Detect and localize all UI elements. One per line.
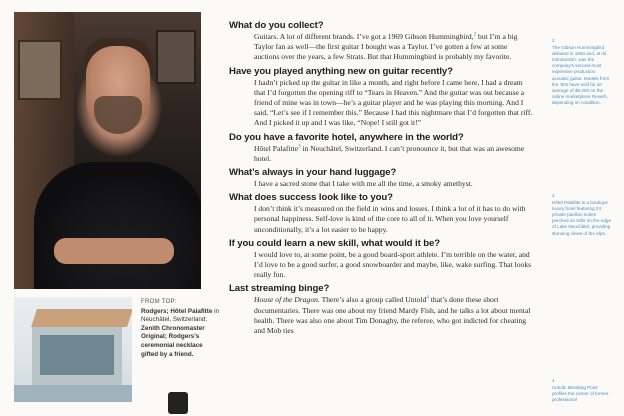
caption-body — [141, 308, 221, 360]
answer-text: but I’m a big Taylor fan as well—the first guitar I bought was a Taylor. I’ve gotten a few at some auctions over the years, a few Strats. But that Hummingbird is probably my favorite. — [254, 32, 518, 62]
answer: I have a sacred stone that I take with me all the time, a smoky amethyst. — [254, 179, 473, 189]
caption-bold: Rodgers; Hôtel Palafitte — [141, 307, 213, 315]
question: Have you played anything new on guitar recently? — [229, 65, 453, 77]
sidenote-number: 2 — [552, 38, 555, 43]
hotel-photo — [14, 297, 132, 402]
sidenote — [552, 378, 612, 403]
footnote-ref[interactable]: 4 — [426, 295, 429, 301]
answer: I would love to, at some point, be a good board-sport athlete. I’m terrible on the water, and I’d love to be a good surfer, a good snowboarder and maybe, like, wake surfing. That looks really fun. — [254, 249, 532, 280]
crossed-hands — [54, 238, 174, 264]
beard — [94, 96, 142, 134]
answer-text: Hôtel Palafitte — [254, 143, 299, 153]
wall-frame — [18, 40, 62, 100]
watch-thumbnail — [168, 392, 188, 414]
black-shirt — [34, 162, 201, 289]
footnote-ref[interactable]: 3 — [298, 144, 301, 150]
sidenote-number: 3 — [552, 193, 555, 198]
sidenote-text: Untold: Breaking Point profiles the career of former professional — [552, 385, 609, 403]
qa-column — [229, 20, 534, 339]
question: What does success look like to you? — [229, 192, 393, 204]
photo-caption — [141, 298, 221, 359]
sidenote-text: The Gibson Hummingbird debuted in 1960 and, at its introduction, was the company’s second-most expensive production acoustic guitar. Models from the ’60s have sold for an average of $6,000 on the online marketplace Reverb, depending on condition. — [552, 45, 610, 105]
portrait-photo — [14, 12, 201, 289]
question: If you could learn a new skill, what would it be? — [229, 237, 440, 249]
question: Do you have a favorite hotel, anywhere in the world? — [229, 131, 464, 143]
question: Last streaming binge? — [229, 283, 330, 295]
caption-text: in Neuchâtel, Switzerland; — [141, 307, 220, 324]
answer-text: There’s also a group called Untold — [319, 295, 427, 305]
answer-text: that’s done these short documentaries. There was one about my friend Mardy Fish, and he talks a lot about mental health. There was also one about Tim Donaghy, the referee, who got indicted for cheating and Mob ties — [254, 295, 531, 336]
sidenote — [552, 38, 612, 106]
hotel-roof — [31, 309, 132, 327]
sidenote-number: 4 — [552, 378, 555, 383]
answer — [254, 32, 534, 63]
answer — [254, 295, 534, 336]
question: What’s always in your hand luggage? — [229, 167, 397, 179]
answer: I hadn’t picked up the guitar in like a month, and right before I came here, I had a dream that I’d forgotten the opening riff to “Tears in Heaven.” And the guitar was out because a friend of mine was in town—he’s a guitar player and he was playing this morning. And I said, “Let’s see if I remember this.” Because I had this nightmare that I’d forgotten that riff. And I picked it up and I was like, “Nope! I still got it!” — [254, 77, 533, 128]
sidenote — [552, 193, 612, 237]
lake-water — [14, 385, 132, 402]
question: What do you collect? — [229, 20, 324, 31]
footnote-ref[interactable]: 2 — [473, 32, 477, 38]
hotel-window — [40, 335, 114, 375]
show-title: House of the Dragon. — [254, 295, 320, 305]
sidenote-text: Hôtel Palafitte is a boutique luxury hotel featuring 24 private pavilion suites perched on stilts on the edge of Lake Neuchâtel, providing stunning views of the Alps. — [552, 200, 611, 236]
caption-header: FROM TOP: — [141, 299, 177, 305]
answer-text: in Neuchâtel, Switzerland. I can’t pronounce it, but that was an awesome hotel. — [254, 143, 525, 163]
wall-frame — [156, 30, 196, 84]
caption-bold: Zenith Chronomaster Original; Rodgers’s ceremonial necklace gifted by a friend. — [141, 324, 205, 358]
answer: I don’t think it’s measured on the field in wins and losses. I think a lot of it has to do with personal happiness. Self-love is kind of the core to all of it. When you love yourself unconditionally, it’s a lot easier to be happy. — [254, 204, 526, 234]
answer — [254, 144, 534, 164]
answer-text: Guitars. A lot of different brands. I’ve got a 1969 Gibson Hummingbird, — [254, 32, 474, 41]
